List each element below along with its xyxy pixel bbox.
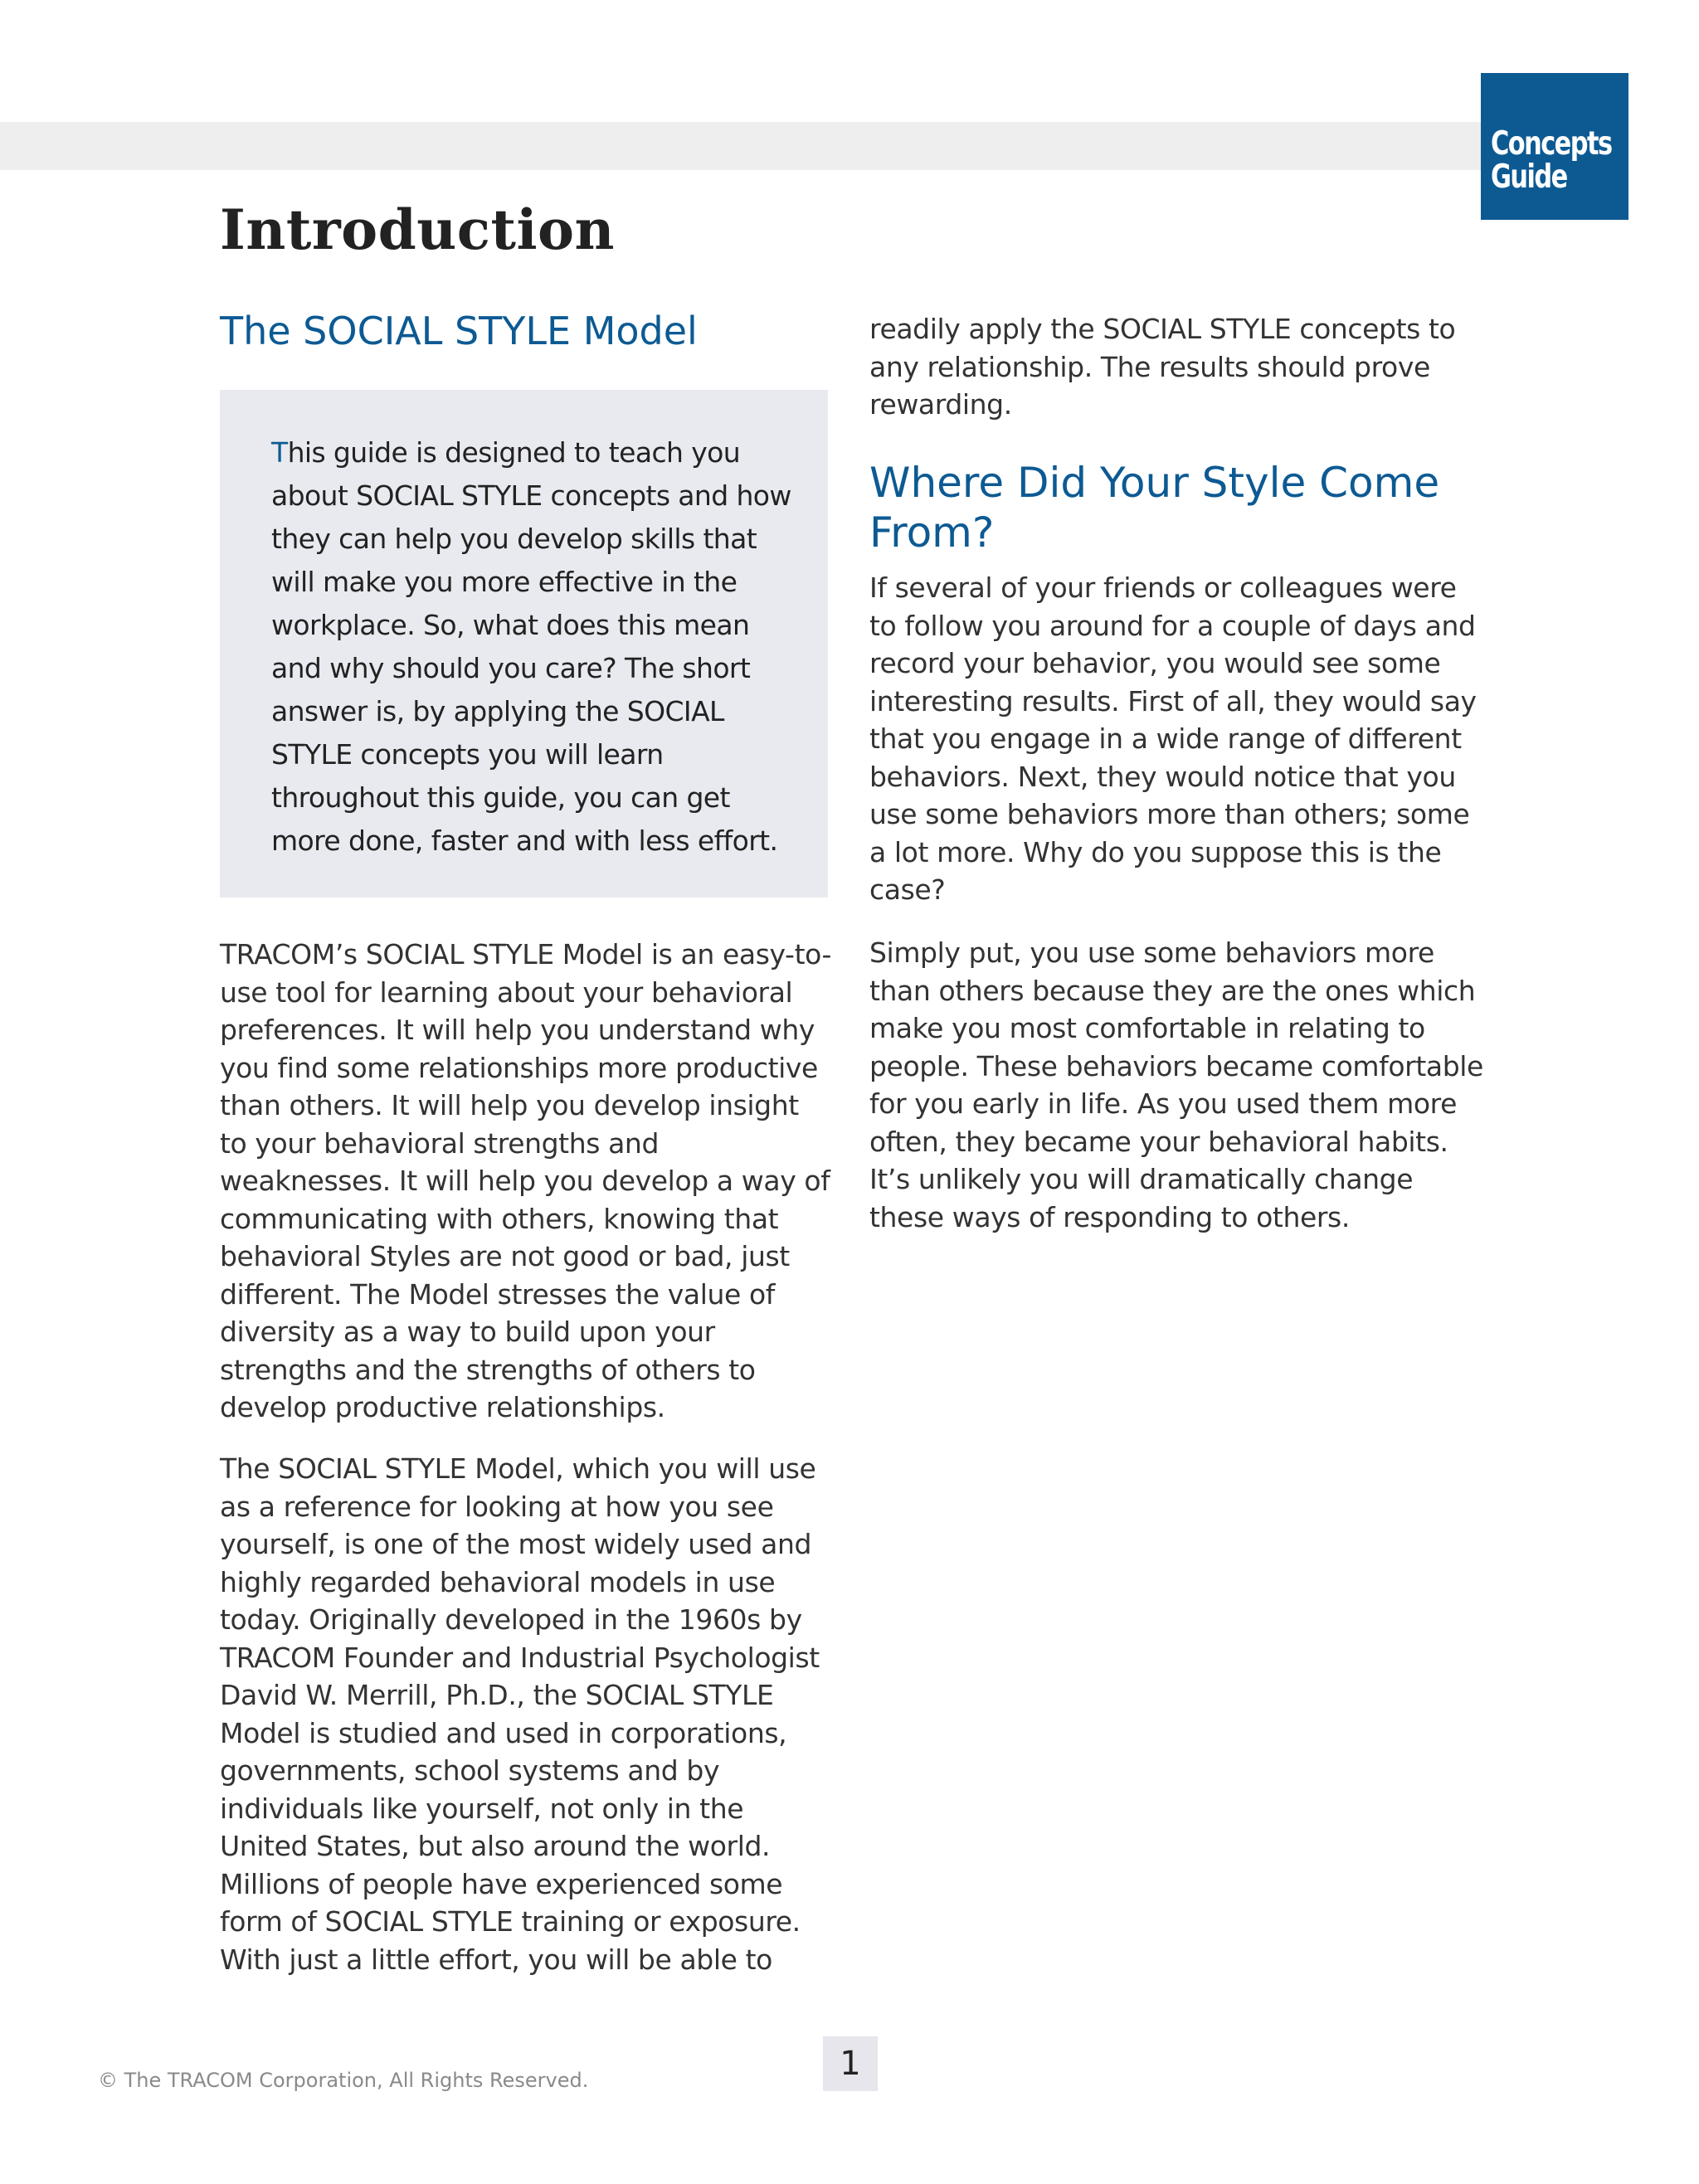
copyright-notice: © The TRACOM Corporation, All Rights Reserved. xyxy=(98,2069,589,2092)
callout-text xyxy=(271,431,795,863)
badge-line-2: Guide xyxy=(1491,158,1567,196)
continuation-paragraph: readily apply the SOCIAL STYLE concepts to any relationship. The results should prove rewarding. xyxy=(869,313,1456,421)
section-heading-where-style-come-from: Where Did Your Style Come From? xyxy=(869,459,1440,557)
intro-callout-box xyxy=(220,390,828,897)
callout-body: his guide is designed to teach you about SOCIAL STYLE concepts and how they can help you develop skills that will make you more effective in the workplace. So, what does this mean and why should you care? The short answer is, by applying the SOCIAL STYLE concepts you will learn throughout this guide, you can get more done, faster and with less effort. xyxy=(271,436,791,857)
callout-dropcap: T xyxy=(271,436,288,469)
header-band xyxy=(0,122,1481,170)
section-heading-social-style-model: The SOCIAL STYLE Model xyxy=(220,309,698,353)
style-origin-paragraph-1: If several of your friends or colleagues were to follow you around for a couple of days and record your behavior, you would see some interesting results. First of all, they would say that you engage in a wide range of different behaviors. Next, they would notice that you use some behaviors more than others; some a lot more. Why do you suppose this is the case? xyxy=(869,572,1477,906)
page-number: 1 xyxy=(823,2036,878,2091)
badge-line-1: Concepts xyxy=(1491,125,1612,163)
page-title: Introduction xyxy=(220,197,616,262)
concepts-guide-badge xyxy=(1481,73,1628,220)
model-paragraph-1: TRACOM’s SOCIAL STYLE Model is an easy-to-use tool for learning about your behavioral preferences. It will help you understand why you find some relationships more productive than others. It will help you develop insight to your behavioral strengths and weaknesses. It will help you develop a way of communicating with others, knowing that behavioral Styles are not good or bad, just different. The Model stresses the value of diversity as a way to build upon your strengths and the strengths of others to develop productive relationships. xyxy=(220,938,832,1423)
style-origin-paragraph-2: Simply put, you use some behaviors more than others because they are the ones which make you most comfortable in relating to people. These behaviors became comfortable for you early in life. As you used them more often, they became your behavioral habits. It’s unlikely you will dramatically change these ways of responding to others. xyxy=(869,936,1483,1233)
model-paragraph-2: The SOCIAL STYLE Model, which you will use as a reference for looking at how you see yourself, is one of the most widely used and highly regarded behavioral models in use today. Originally developed in the 1960s by TRACOM Founder and Industrial Psychologist David W. Merrill, Ph.D., the SOCIAL STYLE Model is studied and used in corporations, governments, school systems and by individuals like yourself, not only in the United States, but also around the world. Millions of people have experienced some form of SOCIAL STYLE training or exposure. With just a little effort, you will be able to xyxy=(220,1452,820,1976)
